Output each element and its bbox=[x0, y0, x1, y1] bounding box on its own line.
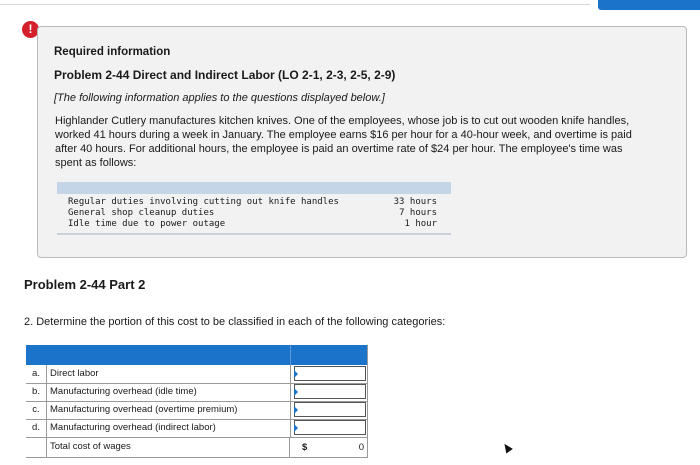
total-label: Total cost of wages bbox=[46, 437, 290, 457]
time-row-value: 7 hours bbox=[399, 208, 437, 218]
problem-title: Problem 2-44 Direct and Indirect Labor (LO 2-1, 2-3, 2-5, 2-9) bbox=[54, 68, 396, 82]
input-marker-icon bbox=[294, 424, 298, 432]
answer-table bbox=[26, 345, 368, 457]
input-marker-icon bbox=[294, 388, 298, 396]
input-marker-icon bbox=[294, 406, 298, 414]
answer-row-direct-labor bbox=[26, 365, 368, 384]
answer-row-idle-time bbox=[26, 383, 368, 402]
answer-row-overtime-premium bbox=[26, 401, 368, 420]
alert-icon: ! bbox=[22, 21, 39, 38]
row-label: Direct labor bbox=[50, 368, 99, 379]
row-label: Manufacturing overhead (overtime premium) bbox=[50, 404, 238, 415]
direct-labor-input[interactable] bbox=[294, 366, 366, 381]
time-row bbox=[57, 197, 451, 208]
indirect-labor-input[interactable] bbox=[294, 420, 366, 435]
question-text: 2. Determine the portion of this cost to be classified in each of the following categories: bbox=[24, 316, 446, 328]
time-row-label: General shop cleanup duties bbox=[68, 208, 215, 218]
table-right-border bbox=[367, 345, 368, 457]
total-row bbox=[26, 437, 368, 458]
answer-row-indirect-labor bbox=[26, 419, 368, 438]
total-amount: 0 bbox=[358, 442, 364, 453]
row-label: Manufacturing overhead (idle time) bbox=[50, 386, 197, 397]
time-spent-table bbox=[57, 182, 451, 237]
time-row bbox=[57, 219, 451, 230]
answer-cell bbox=[290, 401, 368, 419]
time-row-label: Idle time due to power outage bbox=[68, 219, 226, 229]
answer-table-header bbox=[26, 345, 368, 365]
mouse-cursor-icon bbox=[501, 442, 513, 454]
total-currency: $ bbox=[302, 442, 308, 453]
answer-cell bbox=[290, 365, 368, 383]
time-row bbox=[57, 208, 451, 219]
row-letter: d. bbox=[26, 419, 47, 437]
time-row-value: 1 hour bbox=[404, 219, 437, 229]
row-letter: b. bbox=[26, 383, 47, 401]
idle-time-input[interactable] bbox=[294, 384, 366, 399]
time-table-header-bar bbox=[57, 182, 451, 194]
top-action-button[interactable] bbox=[598, 0, 700, 10]
row-letter: c. bbox=[26, 401, 47, 419]
problem-description: Highlander Cutlery manufactures kitchen knives. One of the employees, whose job is to cut out wooden knife handles, worked 41 hours during a week in January. The employee earns $16 per hour for a 40-hour week, and overtime is paid after 40 hours. For additional hours, the employee is paid an overtime rate of $24 per hour. The employee's time was spent as follows: bbox=[55, 115, 632, 169]
time-row-label: Regular duties involving cutting out knife handles bbox=[68, 197, 339, 207]
info-note: [The following information applies to the questions displayed below.] bbox=[54, 92, 385, 104]
answer-cell bbox=[290, 419, 368, 437]
part-title: Problem 2-44 Part 2 bbox=[24, 277, 146, 292]
overtime-premium-input[interactable] bbox=[294, 402, 366, 417]
time-table-bottom-rule bbox=[57, 233, 451, 235]
answer-cell bbox=[290, 383, 368, 401]
input-marker-icon bbox=[294, 370, 298, 378]
time-row-value: 33 hours bbox=[393, 197, 437, 207]
required-information-heading: Required information bbox=[54, 46, 171, 58]
row-letter: a. bbox=[26, 365, 47, 383]
row-label: Manufacturing overhead (indirect labor) bbox=[50, 422, 216, 433]
header-column-divider bbox=[290, 345, 291, 365]
top-divider bbox=[0, 4, 590, 5]
